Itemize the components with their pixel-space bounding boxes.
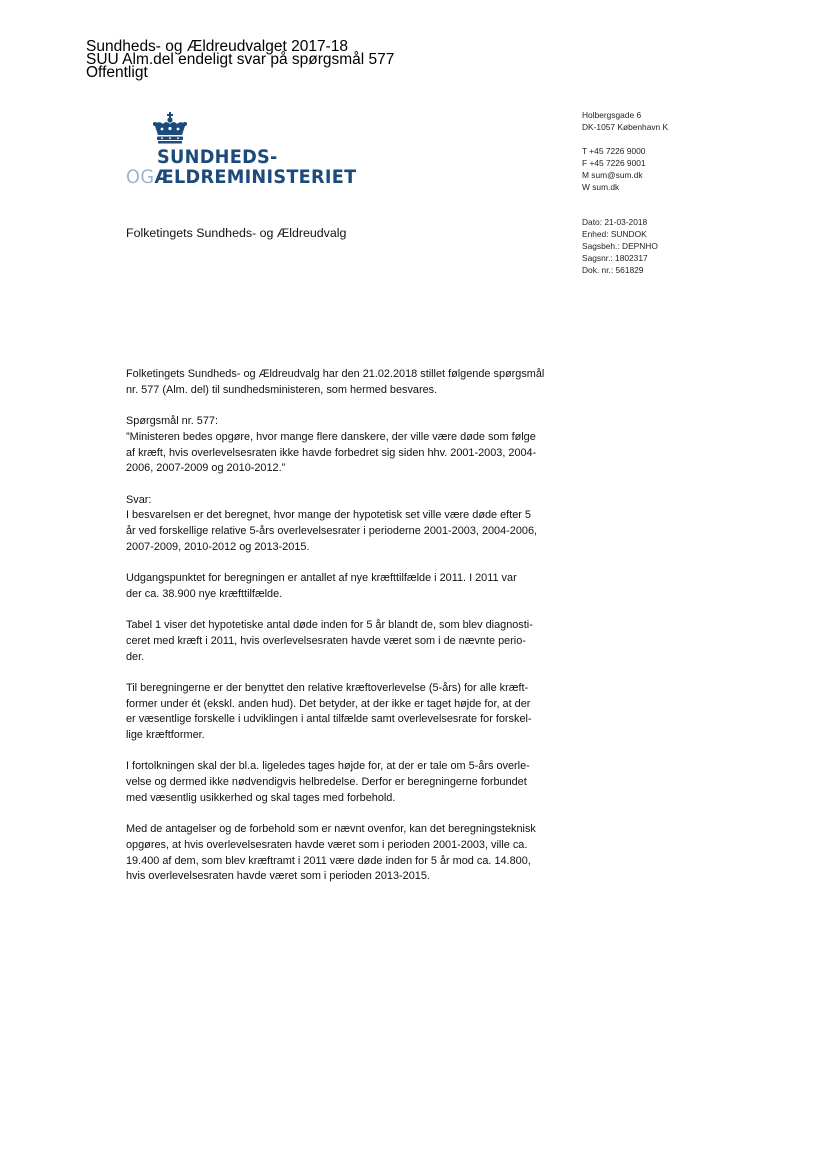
document-date: Dato: 21-03-2018 (582, 217, 648, 228)
document-stamp (86, 40, 394, 79)
text-line: der. (126, 650, 145, 663)
logo-text-og: OG (126, 166, 155, 188)
text-line: lige kræftformer. (126, 729, 205, 742)
department-unit: Enhed: SUNDOK (582, 229, 647, 240)
fax-number: F +45 7226 9001 (582, 157, 646, 168)
conclusion-paragraph (126, 822, 546, 885)
stamp-reference: SUU Alm.del endeligt svar på spørgsmål 577 (86, 51, 395, 68)
question-heading: Spørgsmål nr. 577: (126, 415, 219, 428)
letterhead-sidebar (582, 110, 782, 277)
case-number: Sagsnr.: 1802317 (582, 253, 648, 264)
intro-paragraph (126, 367, 546, 398)
text-line: I besvarelsen er det beregnet, hvor mange der hypotetisk set ville være døde efter 5 (126, 509, 531, 522)
text-line: 2006, 2007-2009 og 2010-2012.” (126, 462, 286, 475)
address-city: DK-1057 København K (582, 121, 669, 132)
text-line: der ca. 38.900 nye kræfttilfælde. (126, 587, 283, 600)
text-line: af kræft, hvis overlevelsesraten ikke havde forbedret sig siden hhv. 2001-2003, 2004- (126, 446, 537, 459)
text-line: former under ét (ekskl. anden hud). Det betyder, at der ikke er taget højde for, at der (126, 697, 531, 710)
address-street: Holbergsgade 6 (582, 110, 642, 120)
text-line: 2007-2009, 2010-2012 og 2013-2015. (126, 540, 310, 553)
method-paragraph (126, 681, 546, 744)
website: W sum.dk (582, 181, 620, 192)
ministry-logo (126, 112, 366, 192)
answer-heading: Svar: (126, 493, 152, 506)
text-line: Folketingets Sundheds- og Ældreudvalg har den 21.02.2018 stillet følgende spørgsmål (126, 368, 545, 380)
logo-text-sundheds: SUNDHEDS- (157, 146, 278, 168)
document-number: Dok. nr.: 561829 (582, 265, 644, 276)
text-line: Til beregningerne er der benyttet den relative kræftoverlevelse (5-års) for alle kræft- (126, 681, 529, 694)
text-line: hvis overlevelsesraten havde været som i perioden 2013-2015. (126, 870, 430, 883)
crown-icon (151, 112, 189, 144)
logo-text-line2 (126, 166, 356, 188)
letter-body (126, 367, 546, 901)
text-line: velse og dermed ikke nødvendigvis helbredelse. Derfor er beregningerne forbundet (126, 776, 527, 789)
text-line: Udgangspunktet for beregningen er antallet af nye kræfttilfælde i 2011. I 2011 var (126, 572, 517, 585)
text-line: ”Ministeren bedes opgøre, hvor mange flere danskere, der ville være døde som følge (126, 430, 536, 443)
text-line: ceret med kræft i 2011, hvis overlevelsesraten havde været som i de nævnte perio- (126, 634, 526, 647)
answer-paragraph (126, 493, 546, 556)
recipient: Folketingets Sundheds- og Ældreudvalg (126, 226, 347, 240)
text-line: nr. 577 (Alm. del) til sundhedsministeren, som hermed besvares. (126, 383, 438, 396)
text-line: I fortolkningen skal der bl.a. ligeledes tages højde for, at der er tale om 5-års overle- (126, 760, 530, 773)
text-line: Med de antagelser og de forbehold som er nævnt ovenfor, kan det beregningsteknisk (126, 823, 536, 836)
stamp-committee: Sundheds- og Ældreudvalget 2017-18 (86, 38, 348, 55)
text-line: opgøres, at hvis overlevelsesraten havde været som i perioden 2001-2003, ville ca. (126, 838, 528, 851)
phone-number: T +45 7226 9000 (582, 145, 646, 156)
text-line: Tabel 1 viser det hypotetiske antal døde inden for 5 år blandt de, som blev diagnosti- (126, 619, 533, 632)
case-worker: Sagsbeh.: DEPNHO (582, 241, 658, 252)
text-line: 19.400 af dem, som blev kræftramt i 2011 være døde inden for 5 år mod ca. 14.800, (126, 854, 531, 867)
table-description-paragraph (126, 618, 546, 665)
email-address: M sum@sum.dk (582, 169, 643, 180)
text-line: år ved forskellige relative 5-års overlevelsesrater i perioderne 2001-2003, 2004-2006, (126, 525, 538, 537)
text-line: med væsentlig usikkerhed og skal tages med forbehold. (126, 791, 396, 804)
question-paragraph (126, 414, 546, 477)
baseline-paragraph (126, 571, 546, 602)
text-line: er væsentlige forskelle i udviklingen i antal tilfælde samt overlevelsesrate for forskel- (126, 713, 532, 726)
interpretation-paragraph (126, 759, 546, 806)
stamp-status: Offentligt (86, 64, 148, 81)
logo-text-aeldreministeriet: ÆLDREMINISTERIET (154, 166, 357, 188)
